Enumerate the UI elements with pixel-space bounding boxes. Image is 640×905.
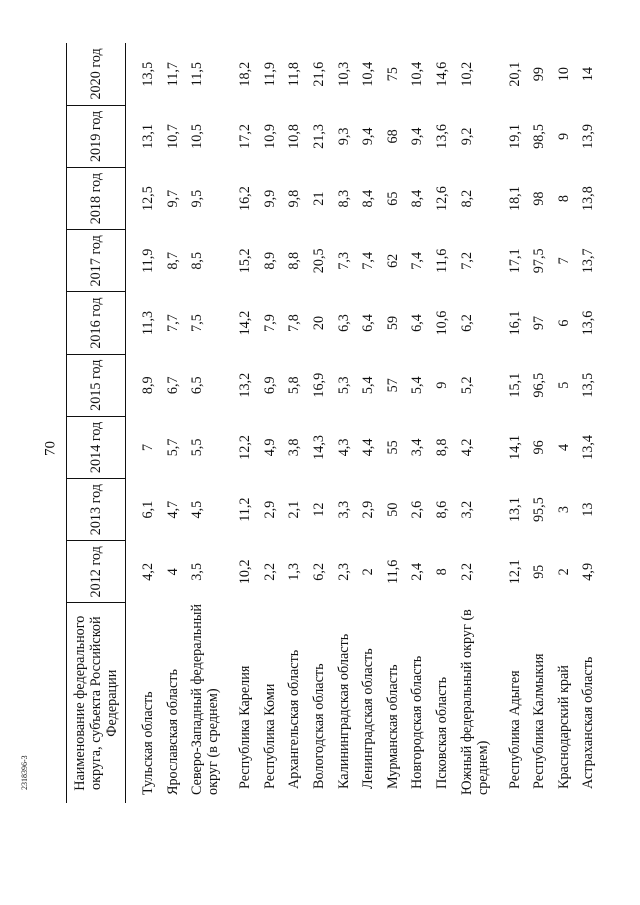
- value-cell: 7,3: [335, 251, 352, 270]
- region-name-cell: Архангельская область: [286, 649, 303, 789]
- value-cell: 4,9: [261, 438, 278, 457]
- table-row: [286, 43, 311, 803]
- value-cell: 20,5: [310, 248, 327, 274]
- value-cell: 10: [555, 67, 572, 82]
- value-cell: 5,5: [189, 438, 206, 457]
- value-cell: 11,9: [261, 62, 278, 87]
- value-cell: 7,8: [286, 314, 303, 332]
- region-name-cell: Республика Калмыкия: [531, 653, 548, 789]
- value-cell: 14: [580, 67, 597, 82]
- value-cell: 10,7: [164, 123, 181, 149]
- value-cell: 5,2: [458, 376, 475, 395]
- value-cell: 9,4: [360, 127, 377, 146]
- header-region-name: Наименование федерального округа, субъекта Российской Федерации: [67, 603, 126, 803]
- value-cell: 12,6: [433, 186, 450, 212]
- value-cell: 99: [531, 67, 548, 82]
- region-name-cell: Псковская область: [433, 676, 450, 789]
- value-cell: 2,2: [458, 562, 475, 581]
- value-cell: 8: [555, 195, 572, 203]
- value-cell: 21,6: [310, 61, 327, 87]
- value-cell: 2: [360, 568, 377, 576]
- header-year: 2017 год: [67, 230, 126, 292]
- value-cell: 10,8: [286, 123, 303, 149]
- value-cell: 8,6: [433, 500, 450, 519]
- value-cell: 8,8: [286, 251, 303, 270]
- value-cell: 10,4: [360, 61, 377, 87]
- value-cell: 3,3: [335, 500, 352, 519]
- value-cell: 14,1: [506, 435, 523, 460]
- table-row: [140, 43, 165, 803]
- value-cell: 75: [384, 67, 401, 82]
- value-cell: 20: [310, 315, 327, 331]
- value-cell: 96,5: [531, 372, 548, 398]
- value-cell: 2,1: [286, 500, 303, 519]
- value-cell: 13,6: [580, 310, 597, 336]
- value-cell: 6,2: [458, 314, 475, 332]
- table-row: [531, 43, 556, 803]
- value-cell: 17,1: [506, 248, 523, 274]
- value-cell: 4,3: [335, 438, 352, 457]
- value-cell: 55: [384, 440, 401, 455]
- region-name-cell: Южный федеральный округ (в среднем): [458, 609, 491, 795]
- value-cell: 50: [384, 502, 401, 517]
- value-cell: 5,8: [286, 376, 303, 395]
- value-cell: 8,7: [164, 251, 181, 270]
- value-cell: 12: [310, 502, 327, 517]
- value-cell: 20,1: [506, 61, 523, 87]
- value-cell: 8,3: [335, 189, 352, 208]
- value-cell: 7: [140, 443, 156, 451]
- value-cell: 11,2: [237, 497, 254, 522]
- value-cell: 8,4: [360, 189, 377, 208]
- value-cell: 3,5: [189, 562, 206, 581]
- value-cell: 12,2: [237, 435, 254, 460]
- value-cell: 13,9: [580, 123, 597, 149]
- region-name-cell: Вологодская область: [310, 663, 327, 789]
- value-cell: 13,6: [433, 123, 450, 149]
- table-row: [165, 43, 190, 803]
- table-row: [262, 43, 287, 803]
- value-cell: 13,8: [580, 186, 597, 212]
- value-cell: 21,3: [310, 123, 327, 149]
- value-cell: 11,3: [140, 310, 156, 336]
- value-cell: 98: [531, 191, 548, 206]
- table-row: [360, 43, 385, 803]
- value-cell: 17,2: [237, 123, 254, 149]
- value-cell: 11,8: [286, 62, 303, 87]
- value-cell: 6,4: [360, 314, 377, 332]
- value-cell: 6,5: [189, 376, 206, 395]
- value-cell: 13,5: [580, 372, 597, 398]
- value-cell: 13,1: [140, 123, 156, 149]
- region-name-cell: Ярославская область: [164, 669, 181, 795]
- table-row: [237, 43, 262, 803]
- value-cell: 8: [433, 568, 450, 576]
- value-cell: 2,3: [335, 562, 352, 581]
- value-cell: 21: [310, 191, 327, 206]
- value-cell: 6,9: [261, 376, 278, 395]
- value-cell: 13,7: [580, 248, 597, 274]
- value-cell: 8,9: [261, 251, 278, 270]
- value-cell: 5,7: [164, 438, 181, 457]
- value-cell: 6,4: [409, 314, 426, 332]
- value-cell: 2,6: [409, 500, 426, 519]
- value-cell: 16,1: [506, 310, 523, 336]
- value-cell: 5: [555, 381, 572, 389]
- region-name-cell: Калининградская область: [335, 633, 352, 789]
- header-year: 2020 год: [67, 43, 126, 105]
- header-year: 2019 год: [67, 105, 126, 167]
- value-cell: 9,5: [189, 189, 206, 208]
- value-cell: 6,3: [335, 314, 352, 332]
- value-cell: 3,4: [409, 438, 426, 457]
- value-cell: 18,1: [506, 186, 523, 212]
- table-row: [385, 43, 410, 803]
- table-row: [459, 43, 499, 803]
- value-cell: 6,7: [164, 376, 181, 395]
- value-cell: 9,7: [164, 189, 181, 208]
- page-number: 70: [42, 441, 59, 456]
- table-row: [409, 43, 434, 803]
- region-name-cell: Краснодарский край: [555, 665, 572, 789]
- value-cell: 95,5: [531, 497, 548, 523]
- table-row: [507, 43, 532, 803]
- value-cell: 10,2: [237, 559, 254, 585]
- value-cell: 5,4: [409, 376, 426, 395]
- value-cell: 9: [433, 381, 450, 389]
- value-cell: 3: [555, 506, 572, 514]
- value-cell: 97: [531, 315, 548, 331]
- value-cell: 6,2: [310, 562, 327, 581]
- value-cell: 13: [580, 502, 597, 517]
- data-table: [66, 43, 605, 803]
- value-cell: 9,9: [261, 189, 278, 208]
- value-cell: 2: [555, 568, 572, 576]
- header-year: 2016 год: [67, 292, 126, 354]
- region-name-cell: Республика Карелия: [237, 665, 254, 789]
- value-cell: 4: [164, 568, 181, 576]
- value-cell: 2,4: [409, 562, 426, 581]
- value-cell: 97,5: [531, 248, 548, 274]
- value-cell: 3,2: [458, 500, 475, 519]
- value-cell: 7,4: [409, 251, 426, 270]
- value-cell: 8,4: [409, 189, 426, 208]
- value-cell: 7,2: [458, 251, 475, 270]
- table-body: [126, 43, 605, 803]
- value-cell: 1,3: [286, 562, 303, 581]
- value-cell: 16,9: [310, 372, 327, 398]
- value-cell: 7,9: [261, 314, 278, 332]
- header-year: 2018 год: [67, 168, 126, 230]
- value-cell: 98,5: [531, 123, 548, 149]
- value-cell: 9,8: [286, 189, 303, 208]
- value-cell: 10,9: [261, 123, 278, 149]
- table-header-row: [67, 43, 126, 803]
- value-cell: 5,4: [360, 376, 377, 395]
- value-cell: 9,4: [409, 127, 426, 146]
- region-name-cell: Тульская область: [140, 691, 156, 795]
- value-cell: 95: [531, 564, 548, 579]
- value-cell: 2,9: [261, 500, 278, 519]
- value-cell: 15,2: [237, 248, 254, 274]
- value-cell: 62: [384, 253, 401, 268]
- value-cell: 11,6: [433, 248, 450, 273]
- value-cell: 13,5: [140, 61, 156, 87]
- table-row: [311, 43, 336, 803]
- value-cell: 68: [384, 129, 401, 144]
- value-cell: 9,2: [458, 127, 475, 146]
- region-name-cell: Республика Адыгея: [506, 670, 523, 789]
- region-name-cell: Республика Коми: [261, 683, 278, 789]
- value-cell: 14,3: [310, 435, 327, 460]
- region-name-cell: Новгородская область: [409, 655, 426, 789]
- value-cell: 65: [384, 191, 401, 206]
- value-cell: 2,9: [360, 500, 377, 519]
- document-code: 2318396-3: [20, 755, 29, 790]
- value-cell: 57: [384, 378, 401, 393]
- value-cell: 12,1: [506, 559, 523, 585]
- value-cell: 7,4: [360, 251, 377, 270]
- region-name-cell: Астраханская область: [580, 656, 597, 789]
- value-cell: 4,9: [580, 562, 597, 581]
- region-name-cell: Ленинградская область: [360, 648, 377, 789]
- table-row: [336, 43, 361, 803]
- value-cell: 4,2: [458, 438, 475, 457]
- value-cell: 13,2: [237, 372, 254, 398]
- value-cell: 10,6: [433, 310, 450, 336]
- value-cell: 7,5: [189, 314, 206, 332]
- rotated-table-container: [66, 43, 597, 803]
- value-cell: 12,5: [140, 186, 156, 212]
- value-cell: 10,2: [458, 61, 475, 87]
- value-cell: 10,3: [335, 61, 352, 87]
- value-cell: 7: [555, 257, 572, 265]
- value-cell: 2,2: [261, 562, 278, 581]
- value-cell: 3,8: [286, 438, 303, 457]
- value-cell: 6,1: [140, 500, 156, 519]
- value-cell: 4,4: [360, 438, 377, 457]
- header-year: 2012 год: [67, 541, 126, 603]
- value-cell: 14,2: [237, 310, 254, 336]
- value-cell: 7,7: [164, 314, 181, 332]
- value-cell: 96: [531, 440, 548, 455]
- value-cell: 15,1: [506, 372, 523, 398]
- value-cell: 8,8: [433, 438, 450, 457]
- value-cell: 8,5: [189, 251, 206, 270]
- value-cell: 18,2: [237, 61, 254, 87]
- value-cell: 5,3: [335, 376, 352, 395]
- value-cell: 4,7: [164, 500, 181, 519]
- value-cell: 16,2: [237, 186, 254, 212]
- table-row: [189, 43, 229, 803]
- table-row: [434, 43, 459, 803]
- value-cell: 13,4: [580, 435, 597, 460]
- value-cell: 9: [555, 132, 572, 140]
- value-cell: 10,5: [189, 123, 206, 149]
- value-cell: 11,6: [384, 559, 401, 584]
- value-cell: 13,1: [506, 497, 523, 523]
- region-name-cell: Мурманская область: [384, 664, 401, 789]
- value-cell: 59: [384, 315, 401, 331]
- value-cell: 19,1: [506, 123, 523, 149]
- value-cell: 9,3: [335, 127, 352, 146]
- value-cell: 6: [555, 319, 572, 327]
- region-name-cell: Северо-Западный федеральный округ (в среднем): [189, 604, 222, 795]
- header-year: 2015 год: [67, 354, 126, 416]
- header-year: 2014 год: [67, 416, 126, 478]
- value-cell: 10,4: [409, 61, 426, 87]
- value-cell: 4,5: [189, 500, 206, 519]
- value-cell: 4,2: [140, 562, 156, 581]
- value-cell: 4: [555, 443, 572, 451]
- value-cell: 11,7: [164, 62, 181, 87]
- value-cell: 8,9: [140, 376, 156, 395]
- value-cell: 11,9: [140, 248, 156, 273]
- header-year: 2013 год: [67, 479, 126, 541]
- value-cell: 8,2: [458, 189, 475, 208]
- table-row: [580, 43, 605, 803]
- value-cell: 14,6: [433, 61, 450, 87]
- value-cell: 11,5: [189, 62, 206, 87]
- table-row: [556, 43, 581, 803]
